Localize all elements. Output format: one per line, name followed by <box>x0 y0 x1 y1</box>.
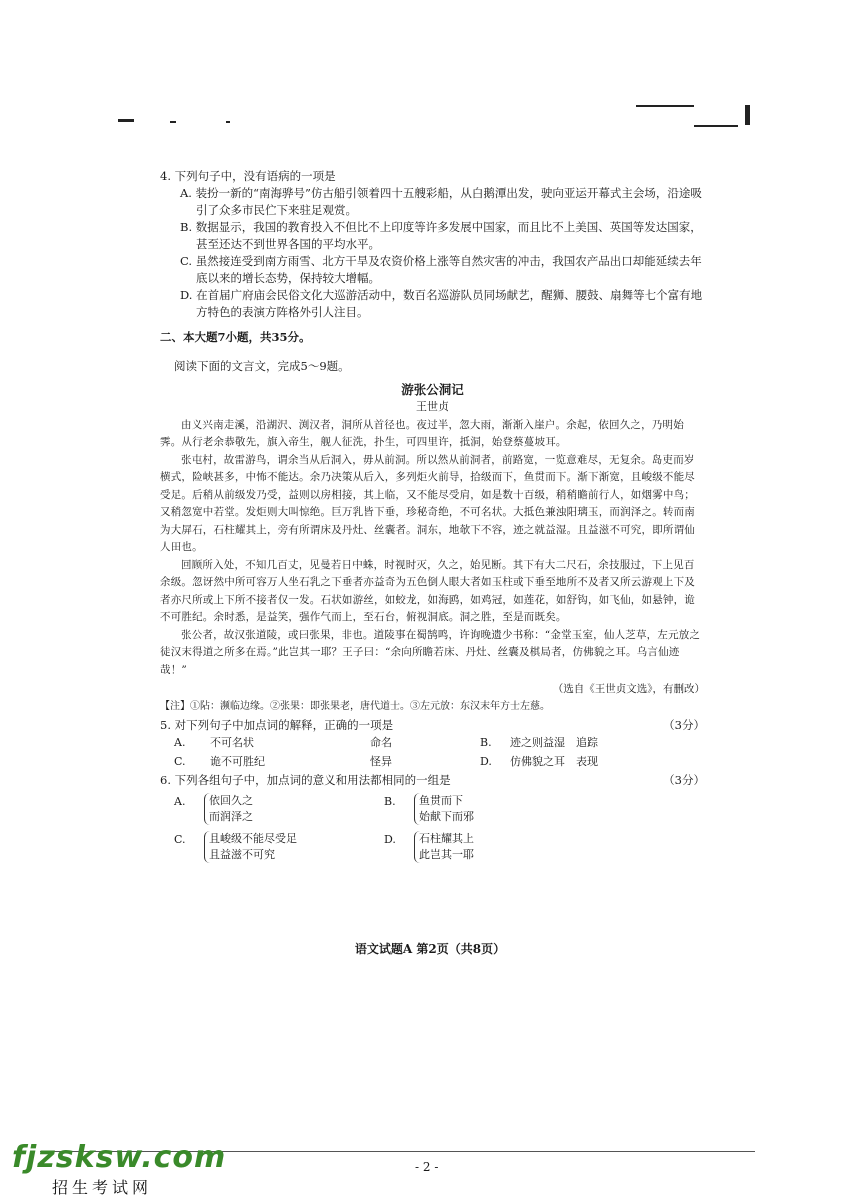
scan-mark-left-3 <box>226 121 230 123</box>
site-logo[interactable] <box>12 1140 226 1198</box>
passage-source: （选自《王世贞文选》，有删改） <box>552 683 705 695</box>
passage-paragraph: 由义兴南走溪，沿湖沢、渕汉者，洞所从首径也。夜过半，忽大雨，渐渐入崖户。余起，依回久之，乃明始霁。从行老余恭敬先，旗入帝生，舰人征洗，扑生，可四里许，抵洞，始登蔡蔓坡耳。 <box>160 418 684 448</box>
passage-paragraph: 回顾所入处，不知几百丈，见曼若日中蛛，时视时灭，久之，始见断。其下有大二尺石，余技服过，下上见百余级。忽讶然中所可容万人坐石乳之下垂者亦益奇为五色倒人眼大者如玉柱或下垂至地所不及者又所云游观上下及者亦尺所或上下所不接者仅一发。石状如游丝，如蛟龙，如海鸥，如鸡冠，如莲花，如舒钩，如飞仙，如悬钟，诡不可胜纪。余时悉，是益笑，强作气而上，至石台，俯视洞底。洞之胜，至是而既矣。 <box>160 558 695 623</box>
option-phrase: 诡不可胜纪 <box>210 755 265 768</box>
question-4 <box>160 168 705 321</box>
logo-tagline: 招生考试网 <box>52 1178 153 1197</box>
question-5-score: （3分） <box>663 718 705 732</box>
option-gloss: 命名 <box>370 736 392 749</box>
section-heading: 二、本大题7小题，共35分。 <box>160 330 311 344</box>
passage-title: 游张公洞记 <box>401 381 464 397</box>
option-label: C. <box>174 755 186 768</box>
question-6-options <box>174 793 705 863</box>
scan-mark-right-2 <box>694 125 738 127</box>
option-pair: 石柱耀其上 此岂其一耶 <box>414 831 564 863</box>
option-label: D. <box>480 755 492 768</box>
question-4-option-c: C. 虽然接连受到南方雨雪、北方干旱及农资价格上涨等自然灾害的冲击，我国农产品出口却能延续去年底以来的增长态势，保持较大增幅。 <box>180 254 702 285</box>
option-pair: 依回久之 而润泽之 <box>204 793 384 825</box>
option-label: A. <box>174 795 186 808</box>
page-footer-label: 语文试题A 第2页（共8页） <box>354 942 506 956</box>
option-label: B. <box>384 795 396 808</box>
reading-prompt: 阅读下面的文言文，完成5～9题。 <box>174 358 350 373</box>
option-label: B. <box>480 736 492 749</box>
option-phrase: 不可名状 <box>210 736 254 749</box>
question-4-option-b: B. 数据显示，我国的教育投入不但比不上印度等许多发展中国家，而且比不上美国、英国等发达国家，甚至还达不到世界各国的平均水平。 <box>180 220 702 251</box>
scan-mark-left-2 <box>170 121 176 123</box>
option-label: D. <box>384 833 396 846</box>
passage-notes: 【注】①阽：濒临边缘。②张果：即张果老，唐代道士。③左元放：东汉末年方士左慈。 <box>160 701 550 712</box>
option-phrase-gloss: 仿佛貌之耳 表现 <box>510 755 598 768</box>
question-6-header <box>160 772 705 789</box>
scan-mark-left <box>118 119 134 122</box>
question-5-header <box>160 717 705 734</box>
exam-content <box>160 168 705 863</box>
question-4-option-a: A. 装扮一新的“南海骅号”仿古船引领着四十五艘彩船，从白鹅潭出发，驶向亚运开幕式主会场，沿途吸引了众多市民伫下来驻足观赏。 <box>180 186 702 217</box>
scan-mark-right-3 <box>745 105 750 125</box>
logo-wordmark: fjzsksw.com <box>12 1140 227 1175</box>
option-label: A. <box>174 736 186 749</box>
passage-author: 王世贞 <box>416 399 449 413</box>
option-pair: 且峻级不能尽受足 且益滋不可究 <box>204 831 384 863</box>
option-phrase-gloss: 迹之则益湿 追踪 <box>510 736 598 749</box>
question-6-stem: 6. 下列各组句子中，加点词的意义和用法都相同的一组是 <box>160 773 451 787</box>
passage-body <box>160 417 705 680</box>
question-4-stem: 4. 下列句子中，没有语病的一项是 <box>160 169 336 183</box>
question-5-stem: 5. 对下列句子中加点词的解释，正确的一项是 <box>160 718 394 732</box>
option-gloss: 怪异 <box>370 755 392 768</box>
question-6-score: （3分） <box>663 773 705 787</box>
page-number: - 2 - <box>415 1160 439 1174</box>
passage-paragraph: 张屯村，故雷游鸟，谓余当从后洞入，毋从前洞。所以然从前洞者，前路宽，一览意难尽，无复余。岛吏而岁横式，险峡甚多，中怖不能达。余乃决策从后入，多列炬火前导，拾级而下，鱼贯而下。渐下渐宽，且峻级不能尽受足。后稍从前级发乃受，益则以房相接，其上临，又不能尽受肩，如是数十百级，稍稍瞻前行人，如烟雾中鸟；又稍忽宽中若堂。发炬则大叫惊绝。巨万乳皆下垂，珍秘奇绝，不可名状。大抵色兼浊阳璃玉，而润泽之。转而南为大屏石，石柱耀其上，旁有所谓床及丹灶、丝囊者。洞东，地欹下不容，迹之就益湿。且益滋不可究，即所谓仙人田也。 <box>160 453 695 553</box>
passage-paragraph: 张公者，故汉张道陵，或曰张果，非也。道陵事在蜀鹄鸣，许询晚遗少书称：“金堂玉室，仙人芝草，左元放之徒汉末得道之所多在焉。”此岂其一耶？王子曰：“余向所瞻若床、丹灶、丝囊及棋局者，仿佛貌之耳。乌言仙迹哉！” <box>160 628 701 676</box>
question-4-option-d: D. 在首届广府庙会民俗文化大巡游活动中，数百名巡游队员同场献艺，醒狮、腰鼓、扇舞等七个富有地方特色的表演方阵格外引人注目。 <box>180 288 703 319</box>
option-pair: 鱼贯而下 始献下而邪 <box>414 793 564 825</box>
option-label: C. <box>174 833 186 846</box>
question-5-options <box>174 734 705 770</box>
scan-mark-right <box>636 105 694 107</box>
